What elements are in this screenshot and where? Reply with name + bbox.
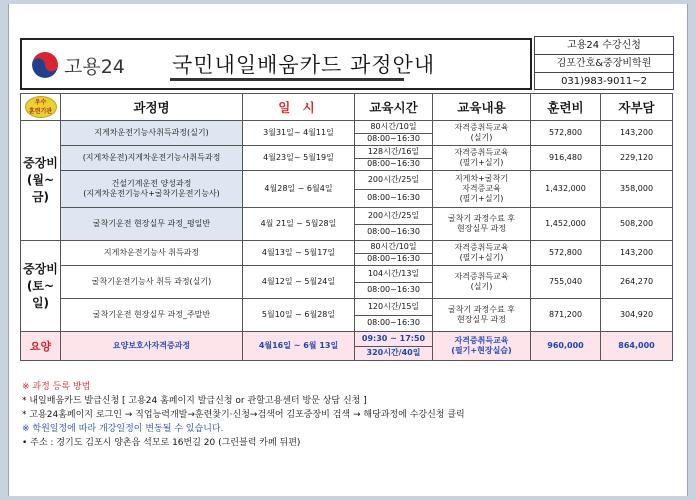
- self-pay-cell: 508,200: [601, 208, 673, 241]
- hours-cell: 80시간/10일: [355, 121, 433, 134]
- notes: [22, 380, 662, 450]
- course-cell: 지게차운전기능사취득과정(실기): [61, 121, 243, 146]
- self-pay-cell: 143,200: [601, 241, 673, 266]
- hours-cell: 128시간/16일: [355, 146, 433, 159]
- hours-time-cell: 320시간/40일: [355, 346, 433, 361]
- fee-cell: 1,432,000: [531, 171, 601, 208]
- header-content: 교육내용: [433, 94, 531, 121]
- header-period: 일 시: [243, 94, 355, 121]
- note-line: * 내일배움카드 발급신청 [ 고용24 홈페이지 발급신청 or 관할고용센터 방문 상담 신청 ]: [22, 396, 367, 406]
- note-line: ※ 과정 등록 방법: [22, 382, 91, 392]
- hours-cell: 104시간/13일: [355, 266, 433, 283]
- table-header-row: [21, 94, 673, 121]
- fee-cell: 1,452,000: [531, 208, 601, 241]
- content-cell: 자격증취득교육 (실기): [433, 121, 531, 146]
- period-cell: 4월16일 ~ 6월 13일: [243, 332, 355, 361]
- table-row: [21, 332, 673, 347]
- period-cell: 4월13일 ~ 5월17일: [243, 241, 355, 266]
- course-cell: (지게차운전)지게차운전기능사취득과정: [61, 146, 243, 171]
- course-cell: 요양보호사자격증과정: [61, 332, 243, 361]
- fee-cell: 755,040: [531, 266, 601, 299]
- header-self-pay: 자부담: [601, 94, 673, 121]
- page-title: 국민내일배움카드 과정안내: [172, 53, 436, 77]
- period-cell: 4월 21일 ~ 5월28일: [243, 208, 355, 241]
- course-cell: 지게차운전기능사 취득과정: [61, 241, 243, 266]
- hours-time-cell: 08:00~16:30: [355, 133, 433, 146]
- content-cell: 굴착기 과정수료 후 현장실무 과정: [433, 299, 531, 332]
- table-row: [21, 241, 673, 254]
- content-cell: 자격증취득교육 (실기): [433, 266, 531, 299]
- hours-time-cell: 08:00~16:30: [355, 315, 433, 332]
- hours-cell: 200시간/25일: [355, 208, 433, 225]
- group-label: 요양: [21, 332, 61, 361]
- period-cell: 4월23일~ 5월19일: [243, 146, 355, 171]
- period-cell: 3월31일~ 4월11일: [243, 121, 355, 146]
- content-cell: 굴착기 과정수료 후 현장실무 과정: [433, 208, 531, 241]
- header-fee: 훈련비: [531, 94, 601, 121]
- hours-time-cell: 08:00~16:30: [355, 158, 433, 171]
- contact-line: 김포간호&중장비학원: [535, 55, 673, 73]
- hours-time-cell: 08:00~16:30: [355, 189, 433, 208]
- fee-cell: 572,800: [531, 241, 601, 266]
- taegeuk-icon: [32, 52, 58, 78]
- self-pay-cell: 143,200: [601, 121, 673, 146]
- hours-cell: 80시간/10일: [355, 241, 433, 254]
- hours-cell: 200시간/25일: [355, 171, 433, 190]
- logo-text: 고용24: [64, 55, 125, 78]
- table-row: [21, 146, 673, 159]
- course-cell: 굴착기운전 현장실무 과정_평일반: [61, 208, 243, 241]
- hours-cell: 09:30 ~ 17:50: [355, 332, 433, 347]
- badge-cell: [21, 94, 61, 121]
- excellent-institution-badge-icon: 우수 훈련기관: [25, 96, 57, 118]
- fee-cell: 916,480: [531, 146, 601, 171]
- self-pay-cell: 304,920: [601, 299, 673, 332]
- self-pay-cell: 864,000: [601, 332, 673, 361]
- note-line: ※ 학원일정에 따라 개강일정이 변동될 수 있습니다.: [22, 424, 224, 434]
- note-line: * 고용24홈페이지 로그인 → 직업능력개발→훈련찾기·신청→검색어 김포중장비 검색 → 해당과정에 수강신청 클릭: [22, 410, 465, 420]
- contact-line: 고용24 수강신청: [535, 37, 673, 55]
- contact-line: 031)983-9011~2: [561, 76, 647, 87]
- course-cell: 건설기계운전 양성과정 (지게차운전기능사+굴착기운전기능사): [61, 171, 243, 208]
- period-cell: 5월10일 ~ 6월28일: [243, 299, 355, 332]
- hours-cell: 120시간/15일: [355, 299, 433, 316]
- table-row: [21, 299, 673, 316]
- content-cell: 자격증취득교육 (필기+실기): [433, 146, 531, 171]
- content-cell: 지게차+굴착기 자격증교육 (필기+실기): [433, 171, 531, 208]
- fee-cell: 871,200: [531, 299, 601, 332]
- table-row: [21, 121, 673, 134]
- title-underline: [170, 78, 404, 81]
- course-cell: 굴착기운전 현장실무 과정_주말반: [61, 299, 243, 332]
- header: [20, 34, 674, 92]
- group-label: 중장비 (월~금): [21, 121, 61, 241]
- content-cell: 자격증취득교육 (필기+현장실습): [433, 332, 531, 361]
- note-line: • 주소 : 경기도 김포시 양촌읍 석모로 16번길 20 (그린블럭 카페 뒤편): [22, 438, 301, 448]
- goyong24-logo: [32, 50, 125, 80]
- fee-cell: 572,800: [531, 121, 601, 146]
- table-row: [21, 208, 673, 225]
- hours-time-cell: 08:00~16:30: [355, 282, 433, 299]
- table-row: [21, 171, 673, 190]
- hours-time-cell: 08:00~16:30: [355, 224, 433, 241]
- content-cell: 자격증취득교육 (필기+실기): [433, 241, 531, 266]
- contact-box: [534, 36, 674, 90]
- course-schedule-table: [20, 93, 673, 361]
- self-pay-cell: 264,270: [601, 266, 673, 299]
- hours-time-cell: 08:00~16:30: [355, 253, 433, 266]
- period-cell: 4월12일 ~ 5월24일: [243, 266, 355, 299]
- self-pay-cell: 358,000: [601, 171, 673, 208]
- self-pay-cell: 229,120: [601, 146, 673, 171]
- period-cell: 4월28일 ~ 6월4일: [243, 171, 355, 208]
- header-course: 과정명: [61, 94, 243, 121]
- course-cell: 굴착기운전기능사 취득 과정(실기): [61, 266, 243, 299]
- group-label: 중장비 (토~일): [21, 241, 61, 332]
- fee-cell: 960,000: [531, 332, 601, 361]
- header-hours: 교육시간: [355, 94, 433, 121]
- title-box: [20, 38, 532, 90]
- table-row: [21, 266, 673, 283]
